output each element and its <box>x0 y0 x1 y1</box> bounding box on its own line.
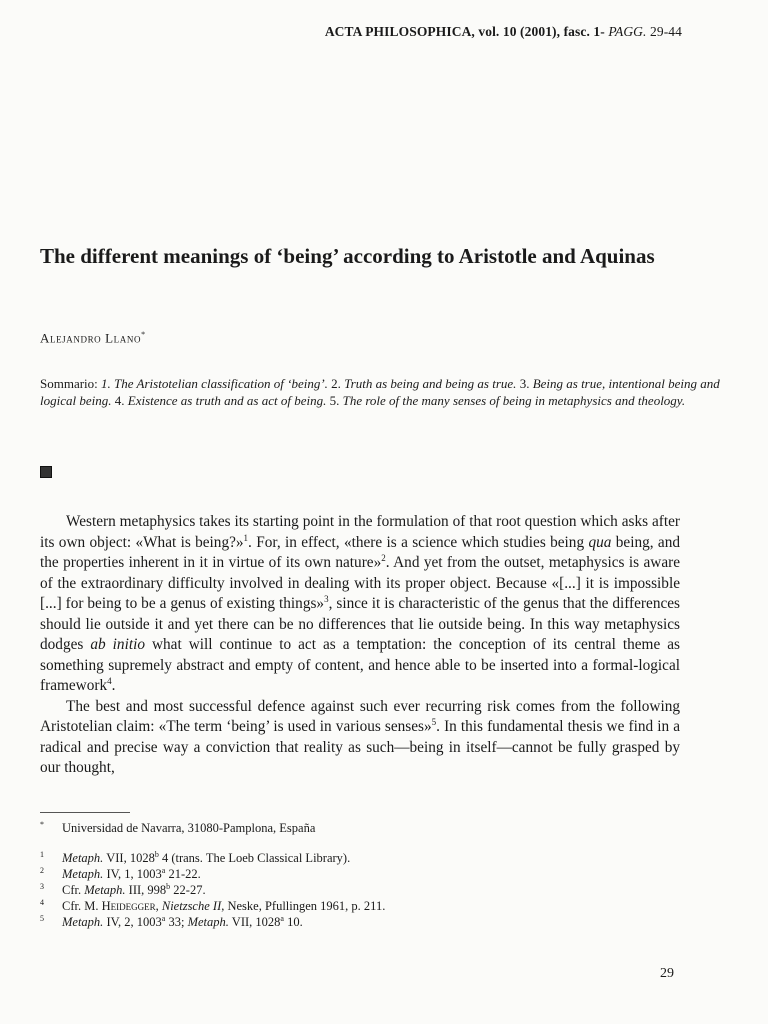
footnote-text: a <box>280 913 284 923</box>
page-range: 29-44 <box>650 24 682 39</box>
footnote-text: IV, 2, 1003 <box>103 915 162 929</box>
footnote-ref-4: 4 <box>107 675 112 686</box>
pagg-label: PAGG. <box>608 24 647 39</box>
footnote-affiliation: * Universidad de Navarra, 31080-Pamplona, España <box>40 819 316 835</box>
footnote-text: b <box>166 881 171 891</box>
text-run: being, and the properties inherent in it in virtue of its own nature» <box>40 533 680 571</box>
journal-citation: ACTA PHILOSOPHICA, vol. 10 (2001), fasc. 1- <box>324 24 605 39</box>
text-run: , since it is characteristic of the genus that the differences should lie outside it and yet there can be no differences that lie outside being. In this way metaphysics dodges <box>40 595 680 653</box>
footnote-text: Metaph. <box>62 867 104 881</box>
sommario-item-2: Truth as being and being as true. <box>344 376 517 391</box>
footnote-text: 21-22. <box>165 867 201 881</box>
author-line <box>40 330 146 346</box>
sommario-number-2: 2. <box>331 376 341 391</box>
paragraph-2 <box>40 697 680 779</box>
text-run: . And yet from the outset, metaphysics is aware of the extraordinary difficulty involved in dealing with its proper object. Because «[...] it is impossible [...] for being to be a genus of existing things» <box>40 554 680 612</box>
text-run: . For, in effect, «there is a science which studies being <box>248 533 589 551</box>
author-name: Alejandro Llano <box>40 330 142 346</box>
running-head <box>325 24 682 40</box>
text-run: . In this fundamental thesis we find in a radical and precise way a conviction that reality as such—being in itself—cannot be fully grasped by our thought, <box>40 718 680 776</box>
footnote-text: III, 998 <box>125 883 167 897</box>
section-marker <box>40 466 52 478</box>
footnote-text: IV, 1, 1003 <box>103 867 162 881</box>
footnote-text: , <box>155 899 162 913</box>
sommario-item-4: Existence as truth and as act of being. <box>127 393 327 408</box>
italic-run: ab initio <box>90 636 145 653</box>
text-run: what will continue to act as a temptation: the conception of its central theme as something supremely abstract and empty of content, and hence able to be inserted into a formal-logical framework <box>40 636 680 694</box>
footnote-text: Metaph. <box>187 915 229 929</box>
footnote-ref-1: 1 <box>243 532 249 543</box>
footnote-1: 1 Metaph. VII, 1028$^b$ 4 (trans. The Loeb Classical Library). <box>40 849 351 865</box>
sommario-item-3: Being as true, intentional being and logical being. <box>40 376 720 408</box>
footnote-4: 4 Cfr. M. Heidegger, Nietzsche II, Neske, Pfullingen 1961, p. 211. <box>40 897 386 913</box>
footnote-5: 5 Metaph. IV, 2, 1003$^a$ 33; Metaph. VII, 1028$^a$ 10. <box>40 913 303 929</box>
footnotes <box>40 820 680 930</box>
footnote-3: 3 Cfr. Metaph. III, 998$^b$ 22-27. <box>40 881 206 897</box>
footnote-text: 10. <box>283 915 303 929</box>
footnote-text: Metaph. <box>62 851 104 865</box>
footnote-text: a <box>161 865 166 875</box>
body-text <box>40 512 680 779</box>
footnote-2: 2 Metaph. IV, 1, 1003$^a$ 21-22. <box>40 865 201 881</box>
footnote-text: Nietzsche II <box>161 899 222 913</box>
sommario-number-3: 3. <box>519 376 530 391</box>
footnote-text: 33; <box>165 915 188 929</box>
footnote-ref-3: 3 <box>324 593 329 604</box>
page-number: 29 <box>660 966 674 981</box>
sommario-item-5: The role of the many senses of being in metaphysics and theology. <box>342 393 686 408</box>
footnote-text: b <box>154 849 159 859</box>
footnote-text: VII, 1028 <box>228 915 281 929</box>
sommario-number-5: 5. <box>329 393 340 408</box>
footnote-ref-2: 2 <box>381 552 386 563</box>
article-title: The different meanings of ‘being’ according to Aristotle and Aquinas <box>40 244 655 268</box>
footnote-text: a <box>161 913 166 923</box>
footnote-text: Heidegger <box>101 899 156 913</box>
footnote-text: Cfr. <box>62 883 85 897</box>
footnote-text: , Neske, Pfullingen 1961, p. 211. <box>221 899 386 913</box>
text-run: The best and most successful defence against such ever recurring risk comes from the following Aristotelian claim: «The term ‘being’ is used in various senses» <box>40 697 680 735</box>
author-footnote-mark: * <box>141 330 146 339</box>
sommario-item-1: The Aristotelian classification of ‘being’. <box>114 376 328 391</box>
footnote-text: Metaph. <box>84 883 126 897</box>
text-run: Western metaphysics takes its starting point in the formulation of that root question which asks after its own object: «What is being?» <box>40 513 680 551</box>
footnote-text: 4 (trans. The Loeb Classical Library). <box>158 851 351 865</box>
paragraph-1 <box>40 512 680 697</box>
footnote-ref-5: 5 <box>431 716 437 727</box>
footnote-text: Metaph. <box>62 915 104 929</box>
footnote-text: Cfr. M. <box>62 899 102 913</box>
footnote-rule <box>40 812 130 813</box>
footnote-text: Universidad de Navarra, 31080-Pamplona, España <box>62 821 316 835</box>
sommario-number-4: 4. <box>114 393 125 408</box>
footnote-text: 22-27. <box>170 883 206 897</box>
text-run: . <box>111 677 116 694</box>
sommario-number-1: 1. <box>101 376 111 391</box>
footnote-text: VII, 1028 <box>103 851 155 865</box>
sommario <box>40 375 730 409</box>
italic-run: qua <box>588 533 612 551</box>
sommario-label: Sommario: <box>40 376 98 391</box>
